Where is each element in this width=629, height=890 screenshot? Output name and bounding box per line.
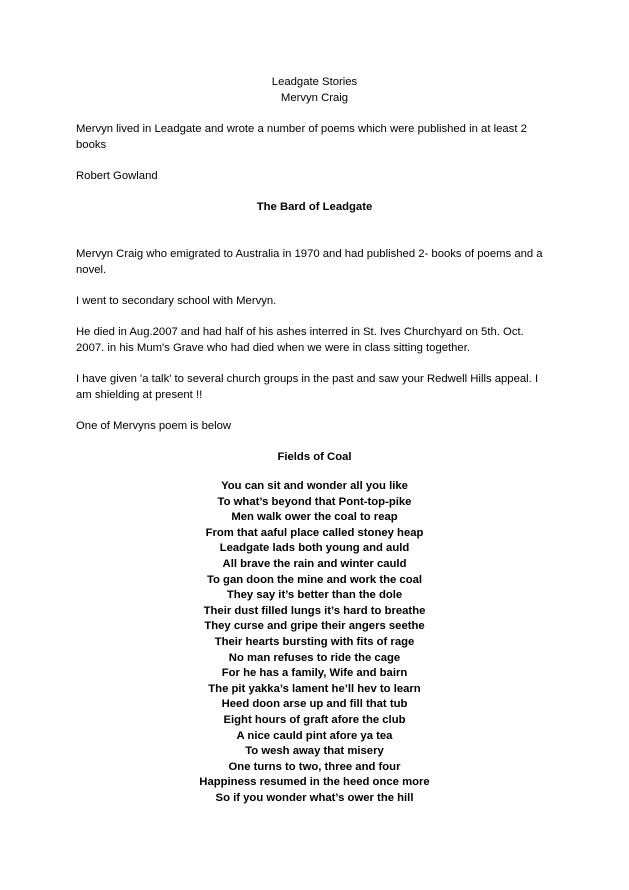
poem-line: Heed doon arse up and fill that tub [221,698,408,711]
article-paragraph-2: I went to secondary school with Mervyn. [76,295,277,307]
contributor-name: Robert Gowland [76,170,158,182]
poem-line: To gan doon the mine and work the coal [206,573,423,586]
article-paragraph-1: Mervyn Craig who emigrated to Australia in 1970 and had published 2- books of poems and a novel. [76,248,543,276]
poem-line: Their dust filled lungs it’s hard to breathe [203,604,426,617]
poem-line: Leadgate lads both young and auld [219,542,410,555]
poem-line: No man refuses to ride the cage [228,651,401,664]
poem-lines [0,479,629,806]
document-author: Mervyn Craig [280,92,349,104]
document-title: Leadgate Stories [271,76,358,88]
poem-line: To wesh away that misery [245,745,384,758]
poem-line: To what’s beyond that Pont-top-pike [217,495,412,508]
poem-line: Men walk ower the coal to reap [231,511,398,524]
poem-line: They say it’s better than the dole [226,589,403,602]
poem-line: You can sit and wonder all you like [221,480,408,492]
article-paragraph-3: He died in Aug.2007 and had half of his ashes interred in St. Ives Churchyard on 5th. Oct. 2007. in his Mum's Grave who had died when we were in class sitting together. [76,326,524,354]
poem-line: They curse and gripe their angers seethe [204,620,425,633]
poem-line: One turns to two, three and four [228,760,401,773]
poem-line: For he has a family, Wife and bairn [221,667,408,680]
intro-paragraph: Mervyn lived in Leadgate and wrote a number of poems which were published in at least 2 books [76,123,527,151]
poem-title: Fields of Coal [277,451,352,463]
article-paragraph-4: I have given 'a talk' to several church groups in the past and saw your Redwell Hills appeal. I am shielding at present !! [76,373,539,401]
document-header [0,74,629,106]
article-paragraph-5: One of Mervyns poem is below [76,420,232,432]
poem-line: All brave the rain and winter cauld [222,557,407,570]
poem-line: The pit yakka’s lament he’ll hev to learn [208,682,421,695]
poem-line: Happiness resumed in the heed once more [199,776,430,789]
poem-line: A nice cauld pint afore ya tea [236,729,393,742]
poem-line: From that aaful place called stoney heap [205,526,424,539]
poem-line: So if you wonder what’s ower the hill [215,791,414,804]
poem-line: Eight hours of graft afore the club [223,713,406,726]
poem-line: Their hearts bursting with fits of rage [214,635,415,648]
article-heading: The Bard of Leadgate [256,201,373,213]
